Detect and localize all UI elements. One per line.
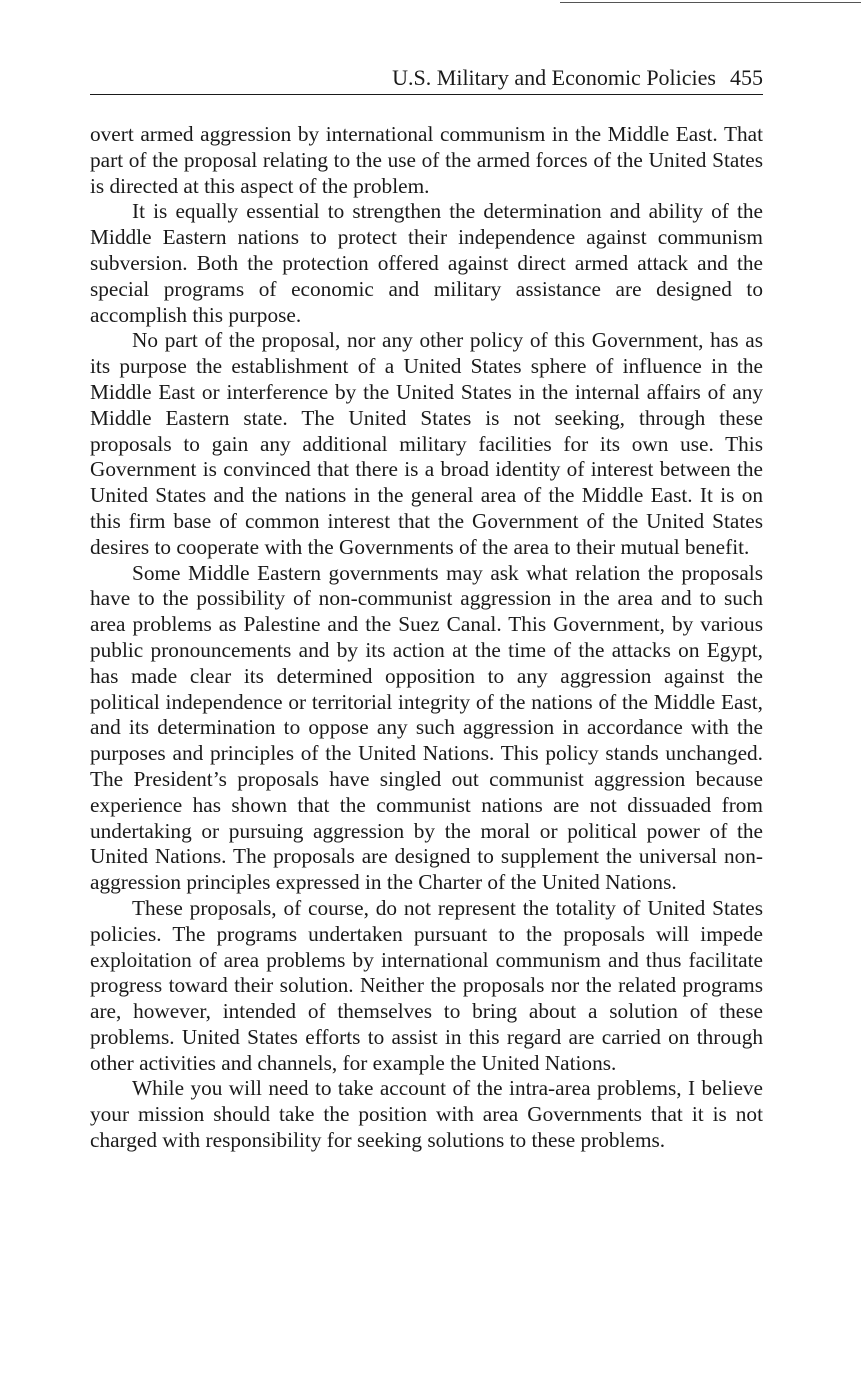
paragraph-continued: overt armed aggression by international communism in the Middle East. That part of the proposal relating to the use of the armed forces of the United States is directed at this aspect of the problem.: [90, 122, 763, 198]
paragraph: It is equally essential to strengthen the determination and ability of the Middle Eastern nations to protect their independence against communism subversion. Both the protection offered against direct armed attack and the special programs of economic and military assistance are designed to accomplish this purpose.: [90, 199, 763, 327]
paragraph: Some Middle Eastern governments may ask what relation the proposals have to the possibility of non-communist aggression in the area and to such area problems as Palestine and the Suez Canal. This Government, by various public pronouncements and by its action at the time of the attacks on Egypt, has made clear its determined opposition to any aggression against the political independence or territorial integrity of the nations of the Middle East, and its determination to oppose any such aggression in accordance with the purposes and principles of the United Nations. This policy stands unchanged. The President’s proposals have singled out communist aggression because experience has shown that the communist nations are not dissuaded from undertaking or pursuing aggression by the moral or political power of the United Nations. The proposals are designed to supplement the universal non-aggression principles expressed in the Charter of the United Nations.: [90, 560, 763, 895]
top-edge-rule: [560, 2, 861, 3]
body-text: [90, 122, 763, 1154]
paragraph: These proposals, of course, do not represent the totality of United States policies. The programs undertaken pursuant to the proposals will impede exploitation of area problems by international communism and thus facilitate progress toward their solution. Neither the proposals nor the related programs are, however, intended of themselves to bring about a solution of these problems. United States efforts to assist in this regard are carried on through other activities and channels, for example the United Nations.: [90, 895, 763, 1075]
paragraph: No part of the proposal, nor any other policy of this Government, has as its purpose the establishment of a United States sphere of influence in the Middle East or interference by the United States in the internal affairs of any Middle Eastern state. The United States is not seeking, through these proposals to gain any additional military facilities for its own use. This Government is convinced that there is a broad identity of interest between the United States and the nations in the general area of the Middle East. It is on this firm base of common interest that the Government of the United States desires to cooperate with the Governments of the area to their mutual benefit.: [90, 328, 763, 559]
running-head: [90, 62, 763, 95]
running-head-title: U.S. Military and Economic Policies: [392, 65, 716, 90]
page-number: 455: [730, 65, 763, 90]
paragraph: While you will need to take account of the intra-area problems, I believe your mission should take the position with area Governments that it is not charged with responsibility for seeking solutions to these problems.: [90, 1076, 763, 1153]
